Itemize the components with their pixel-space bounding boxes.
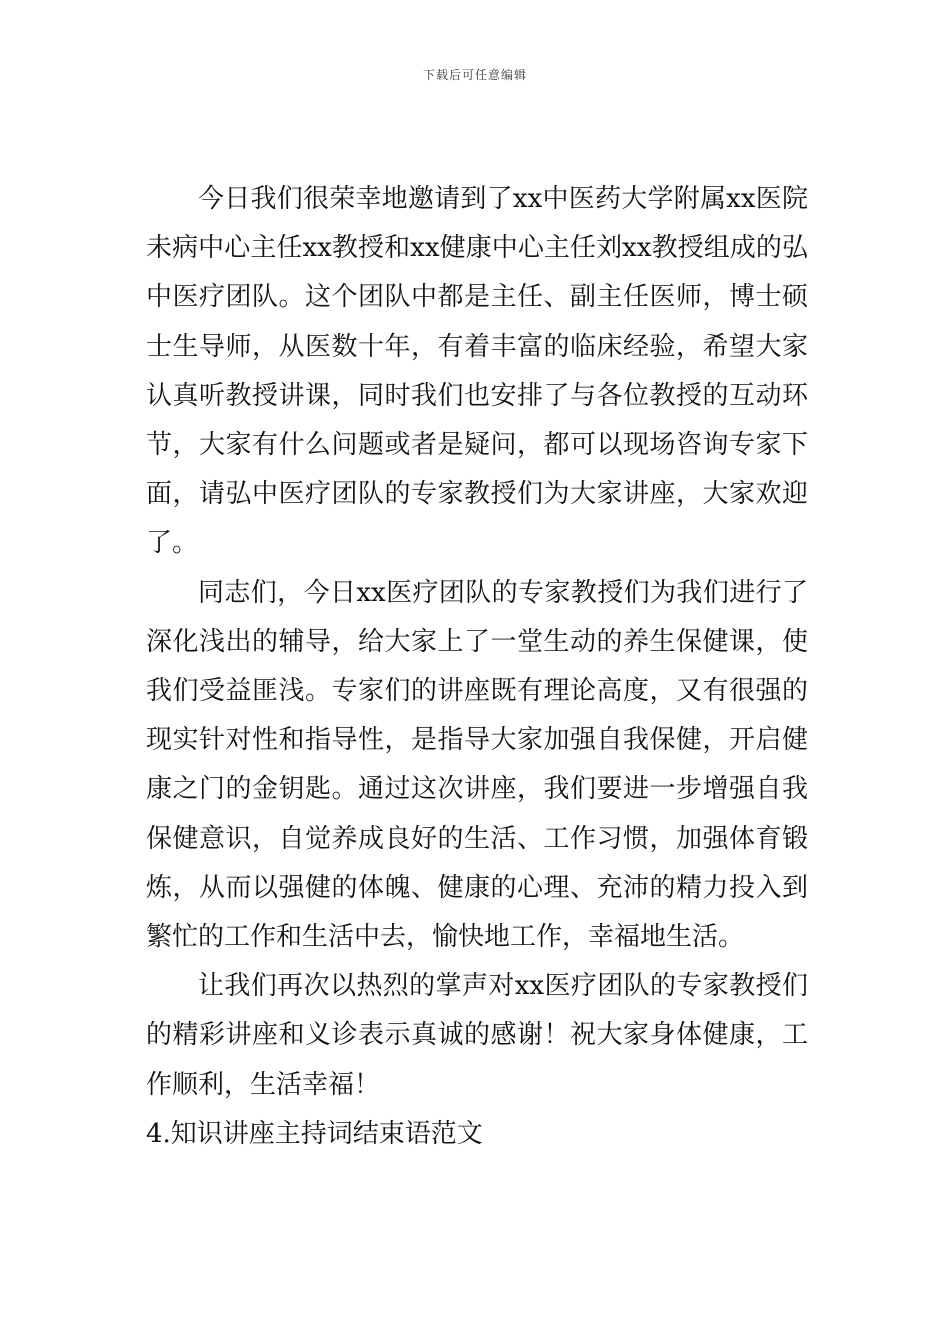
paragraph-thanks: 让我们再次以热烈的掌声对xx医疗团队的专家教授们的精彩讲座和义诊表示真诚的感谢！祝大家身体健康，工作顺利，生活幸福！ bbox=[146, 971, 808, 1100]
document-body bbox=[146, 175, 808, 1159]
page-header-note: 下载后可任意编辑 bbox=[422, 68, 527, 82]
section-heading: 4.知识讲座主持词结束语范文 bbox=[146, 1118, 483, 1149]
paragraph-intro: 今日我们很荣幸地邀请到了xx中医药大学附属xx医院未病中心主任xx教授和xx健康中心主任刘xx教授组成的弘中医疗团队。这个团队中都是主任、副主任医师，博士硕士生导师，从医数十年，有着丰富的临床经验，希望大家认真听教授讲课，同时我们也安排了与各位教授的互动环节，大家有什么问题或者是疑问，都可以现场咨询专家下面，请弘中医疗团队的专家教授们为大家讲座，大家欢迎了。 bbox=[146, 184, 808, 559]
paragraph-summary: 同志们，今日xx医疗团队的专家教授们为我们进行了深化浅出的辅导，给大家上了一堂生动的养生保健课，使我们受益匪浅。专家们的讲座既有理论高度，又有很强的现实针对性和指导性，是指导大家加强自我保健，开启健康之门的金钥匙。通过这次讲座，我们要进一步增强自我保健意识，自觉养成良好的生活、工作习惯，加强体育锻炼，从而以强健的体魄、健康的心理、充沛的精力投入到繁忙的工作和生活中去，愉快地工作，幸福地生活。 bbox=[146, 577, 808, 953]
